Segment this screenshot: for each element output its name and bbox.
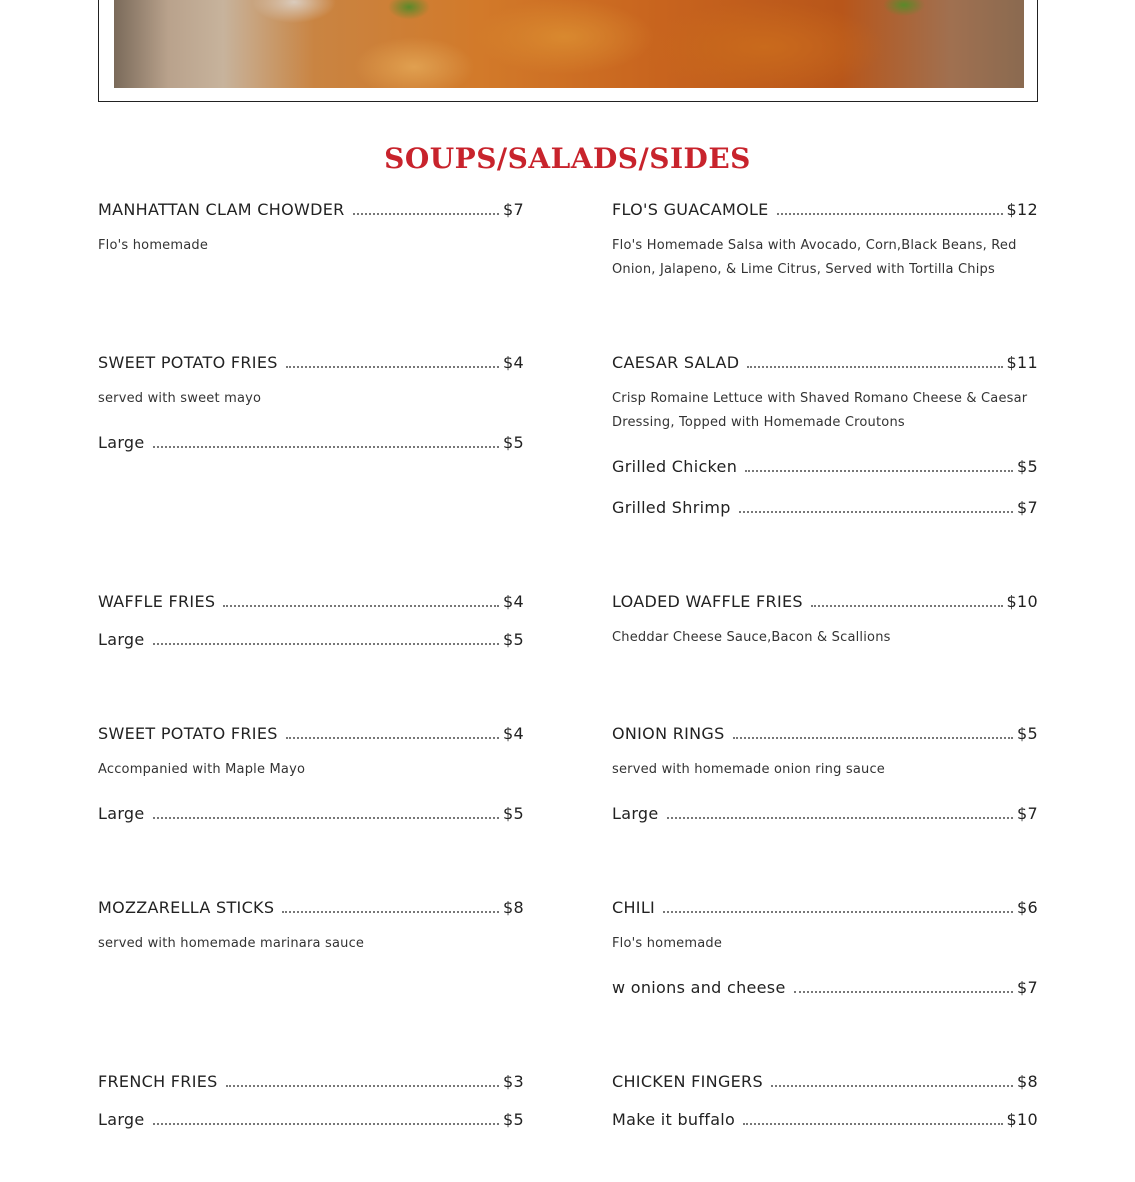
item-description: served with homemade onion ring sauce [612,762,886,777]
option-name: Large [98,433,145,452]
dot-leader [739,511,1013,513]
item-price: $8 [503,898,524,917]
option-name: Large [612,804,659,823]
menu-item-guacamole [612,200,1038,219]
option-price: $5 [1017,457,1038,476]
item-name: SWEET POTATO FRIES [98,353,278,372]
item-description: Accompanied with Maple Mayo [98,762,306,777]
menu-option-large [98,804,524,823]
item-name: CHICKEN FINGERS [612,1072,763,1091]
item-price: $5 [1017,724,1038,743]
option-price: $7 [1017,978,1038,997]
item-name: FRENCH FRIES [98,1072,218,1091]
item-price: $4 [503,592,524,611]
menu-option-large [612,804,1038,823]
item-description: Crisp Romaine Lettuce with Shaved Romano Cheese & Caesar Dressing, Topped with Homemade Croutons [612,391,1028,430]
section-title: SOUPS/SALADS/SIDES [384,142,751,175]
option-name: Large [98,630,145,649]
dot-leader [794,991,1013,993]
dot-leader [811,605,1003,607]
menu-item-french-fries [98,1072,524,1091]
dot-leader [745,470,1013,472]
dot-leader [286,366,499,368]
item-name: WAFFLE FRIES [98,592,216,611]
option-name: w onions and cheese [612,978,786,997]
item-name: SWEET POTATO FRIES [98,724,278,743]
item-description: Cheddar Cheese Sauce,Bacon & Scallions [612,630,891,645]
option-name: Grilled Chicken [612,457,738,476]
item-name: CHILI [612,898,656,917]
option-price: $7 [1017,498,1038,517]
item-name: ONION RINGS [612,724,725,743]
item-description: Flo's homemade [612,936,723,951]
menu-item-chicken-fingers [612,1072,1038,1091]
item-name: MOZZARELLA STICKS [98,898,275,917]
item-price: $7 [503,200,524,219]
menu-option-buffalo [612,1110,1038,1129]
item-price: $10 [1006,592,1038,611]
option-name: Grilled Shrimp [612,498,731,517]
option-price: $5 [503,630,524,649]
dot-leader [282,911,499,913]
item-description: served with homemade marinara sauce [98,936,365,951]
item-description: Flo's Homemade Salsa with Avocado, Corn,Black Beans, Red Onion, Jalapeno, & Lime Citrus, Served with Tortilla Chips [612,238,1017,277]
dot-leader [153,817,500,819]
menu-item-chili [612,898,1038,917]
option-name: Large [98,1110,145,1129]
item-description: Flo's homemade [98,238,209,253]
option-name: Large [98,804,145,823]
menu-item-loaded-waffle-fries [612,592,1038,611]
dot-leader [667,817,1014,819]
menu-option-large [98,433,524,452]
item-price: $4 [503,353,524,372]
dot-leader [223,605,499,607]
menu-option-onions-cheese [612,978,1038,997]
item-name: LOADED WAFFLE FRIES [612,592,803,611]
dot-leader [153,1123,500,1125]
item-name: MANHATTAN CLAM CHOWDER [98,200,345,219]
option-price: $5 [503,1110,524,1129]
dot-leader [286,737,499,739]
option-price: $10 [1006,1110,1038,1129]
item-name: FLO'S GUACAMOLE [612,200,769,219]
item-price: $3 [503,1072,524,1091]
hero-photo-frame [98,0,1038,102]
dot-leader [743,1123,1002,1125]
item-price: $6 [1017,898,1038,917]
item-price: $4 [503,724,524,743]
menu-item-sweet-potato-fries-maple [98,724,524,743]
dot-leader [226,1085,499,1087]
menu-item-waffle-fries [98,592,524,611]
dot-leader [771,1085,1013,1087]
dot-leader [663,911,1013,913]
menu-item-sweet-potato-fries [98,353,524,372]
dot-leader [747,366,1002,368]
menu-item-clam-chowder [98,200,524,219]
option-name: Make it buffalo [612,1110,736,1129]
menu-item-mozzarella-sticks [98,898,524,917]
dot-leader [153,643,500,645]
menu-item-onion-rings [612,724,1038,743]
item-price: $11 [1006,353,1038,372]
item-name: CAESAR SALAD [612,353,740,372]
item-price: $12 [1006,200,1038,219]
dot-leader [153,446,500,448]
item-price: $8 [1017,1072,1038,1091]
option-price: $5 [503,433,524,452]
menu-option-large [98,1110,524,1129]
food-photo [114,0,1024,88]
menu-option-grilled-chicken [612,457,1038,476]
dot-leader [733,737,1013,739]
dot-leader [777,213,1003,215]
menu-option-large [98,630,524,649]
dot-leader [353,213,500,215]
menu-option-grilled-shrimp [612,498,1038,517]
item-description: served with sweet mayo [98,391,262,406]
option-price: $5 [503,804,524,823]
menu-item-caesar-salad [612,353,1038,372]
option-price: $7 [1017,804,1038,823]
